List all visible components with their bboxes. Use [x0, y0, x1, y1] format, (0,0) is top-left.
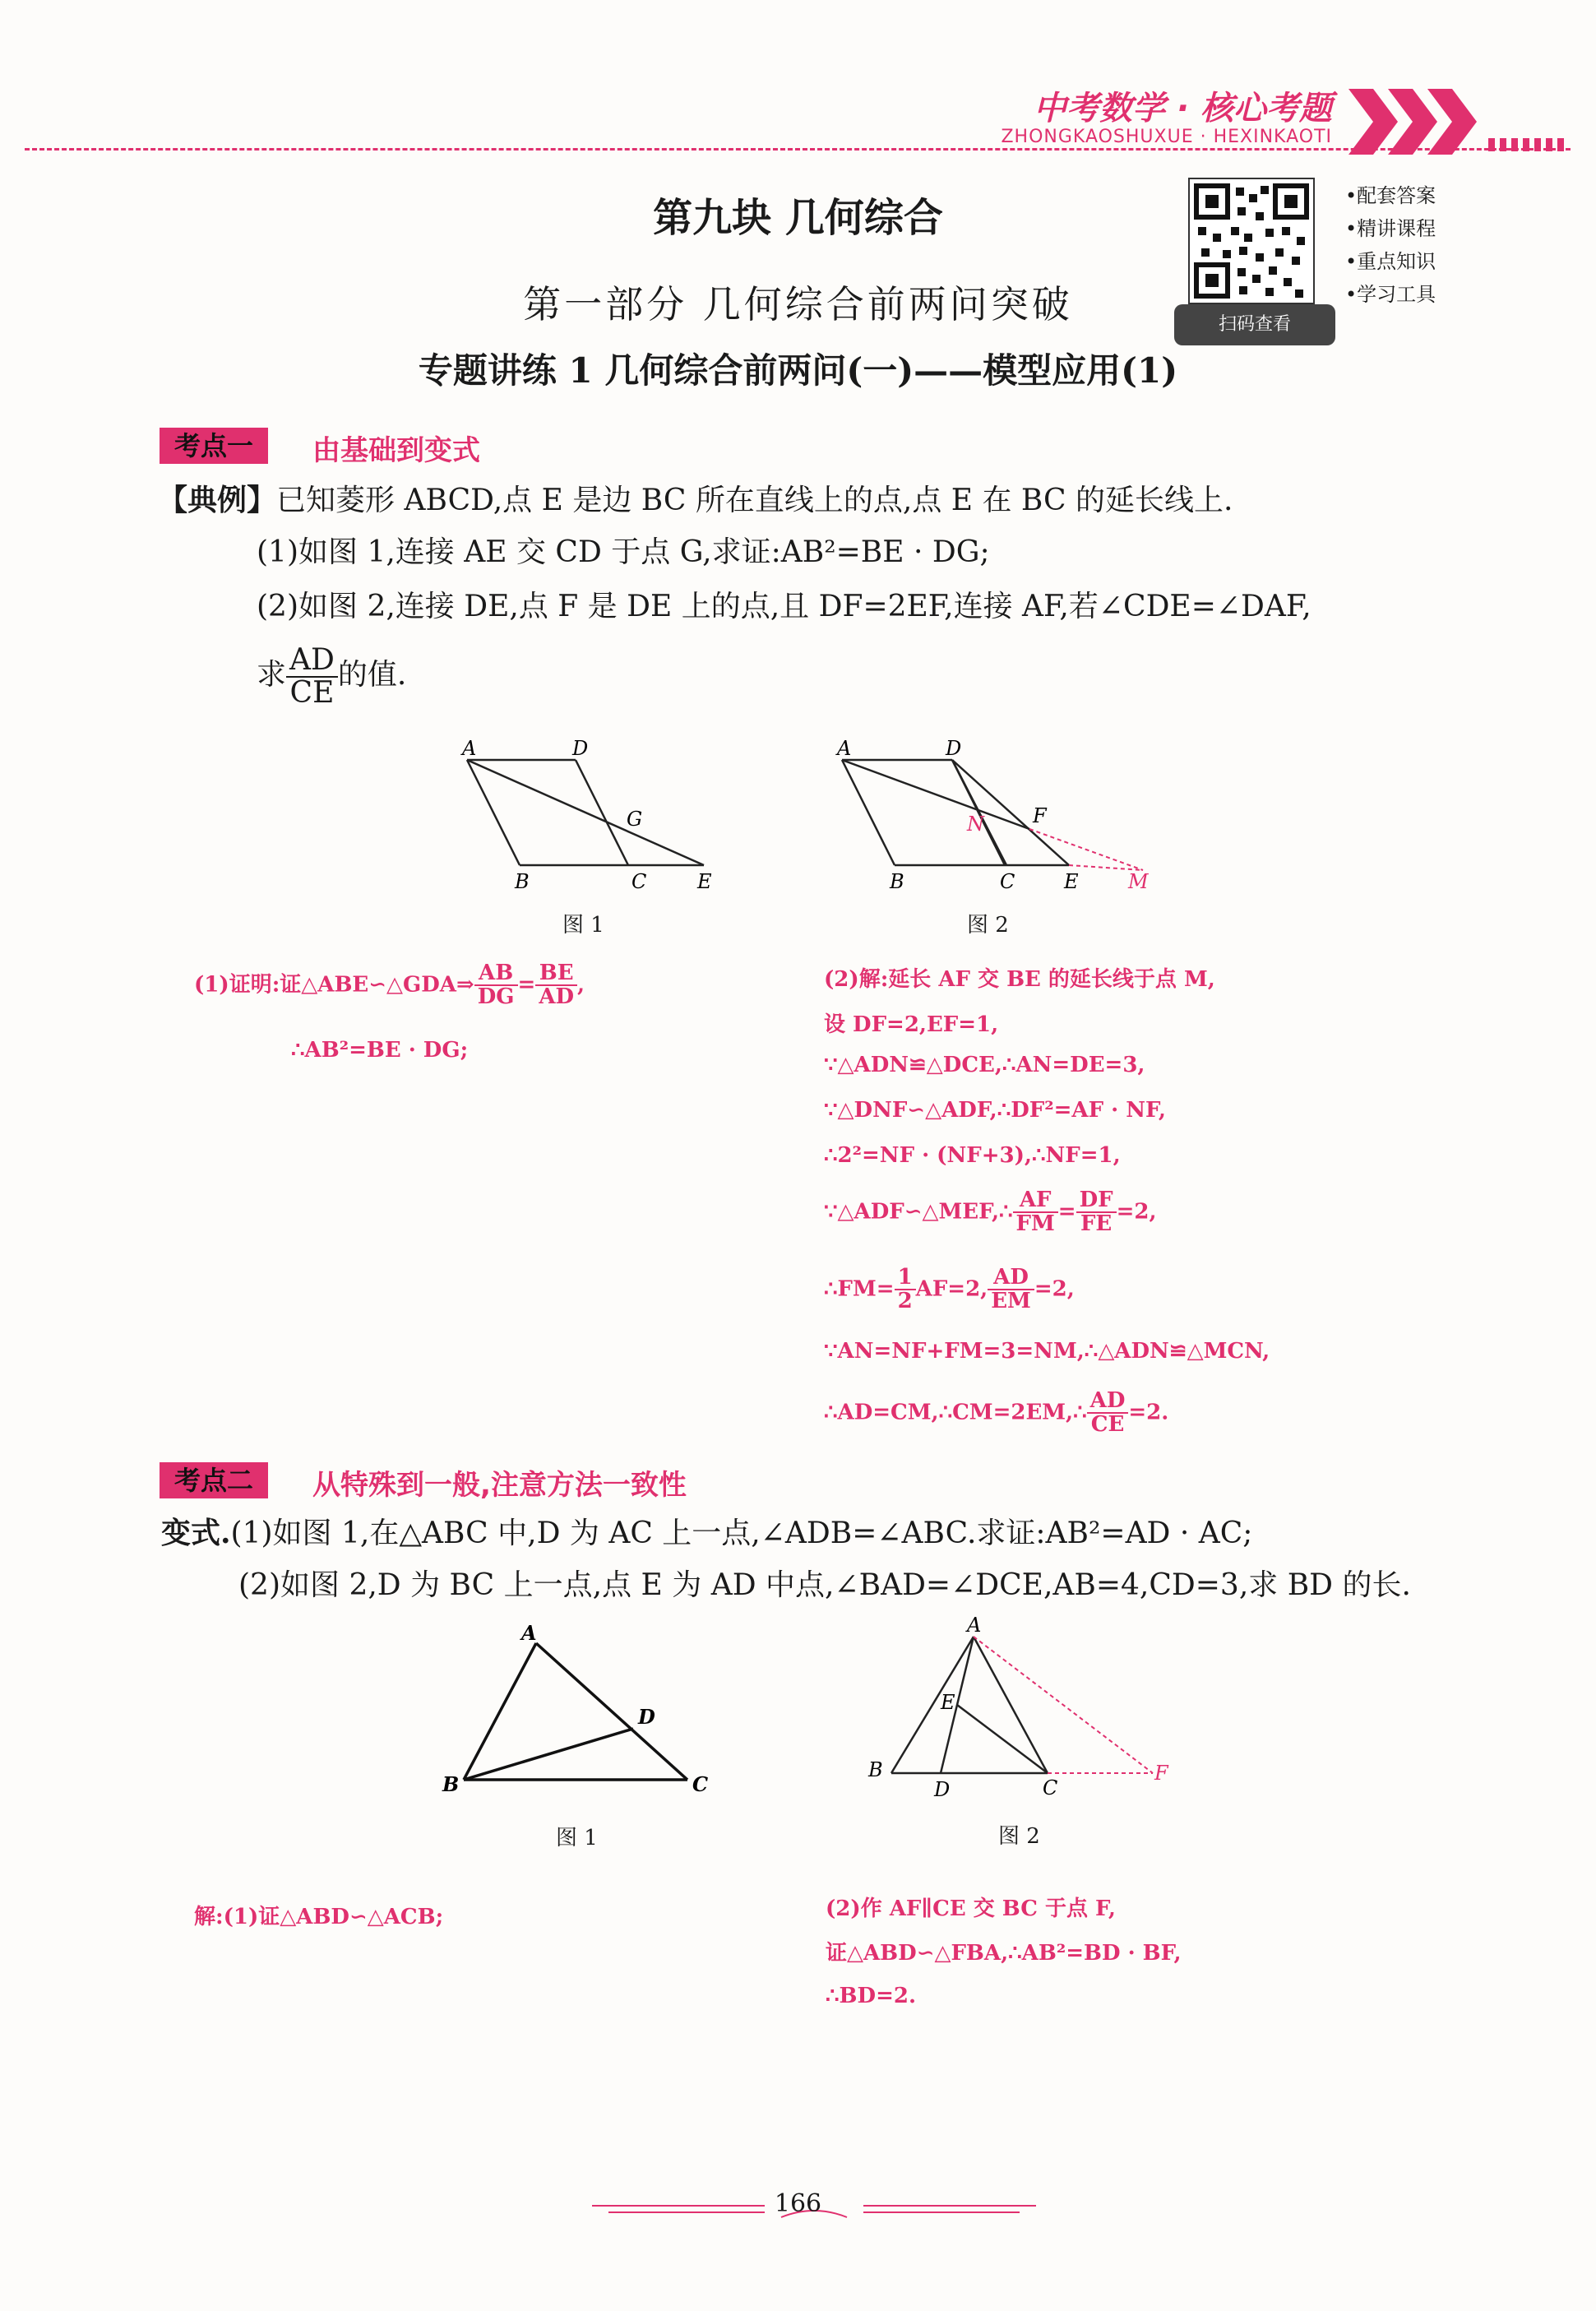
- label-B: B: [868, 1758, 883, 1781]
- variant-answer-2-line: 证△ABD∽△FBA,∴AB²=BD · BF,: [826, 1941, 1182, 1966]
- answer-1-line-1: [194, 962, 585, 1009]
- section-title: 从特殊到一般,注意方法一致性: [312, 1469, 687, 1502]
- qr-item[interactable]: •配套答案: [1345, 184, 1436, 207]
- q2-prefix: 求: [257, 657, 287, 692]
- part-title: 第一部分 几何综合前两问突破: [523, 282, 1073, 327]
- variant-q1: [161, 1515, 1252, 1552]
- label-E: E: [1064, 870, 1079, 893]
- label-C: C: [631, 870, 647, 893]
- ans-text: =: [517, 972, 536, 998]
- label-A: A: [462, 737, 477, 760]
- label-A: A: [837, 737, 852, 760]
- example-figure-2: [822, 732, 1168, 896]
- ans-text: ,: [577, 972, 585, 998]
- ans-num: BE: [535, 962, 577, 986]
- ans-text: =2,: [1116, 1199, 1157, 1225]
- ans-text: ∴FM=: [824, 1276, 895, 1302]
- ans-num: 1: [895, 1267, 916, 1290]
- label-B: B: [515, 870, 530, 893]
- ans-text: =2.: [1128, 1400, 1169, 1425]
- ans-fraction: [1076, 1189, 1117, 1236]
- variant-q2: (2)如图 2,D 为 BC 上一点,点 E 为 AD 中点,∠BAD=∠DCE,AB=4,CD=3,求 BD 的长.: [238, 1568, 1411, 1602]
- label-C: C: [1000, 870, 1015, 893]
- example-label: 【典例】: [158, 483, 277, 517]
- brand-subtitle: ZHONGKAOSHUXUE · HEXINKAOTI: [1001, 127, 1332, 147]
- qr-item[interactable]: •重点知识: [1345, 250, 1436, 273]
- answer-2-line-6: [824, 1189, 1157, 1236]
- variant-q1-text: (1)如图 1,在△ABC 中,D 为 AC 上一点,∠ADB=∠ABC.求证:AB²=AD · AC;: [230, 1517, 1253, 1550]
- answer-2-line: ∵△ADN≌△DCE,∴AN=DE=3,: [824, 1053, 1145, 1077]
- ans-num: AB: [474, 962, 518, 986]
- label-G: G: [627, 808, 643, 831]
- page-number: 166: [774, 2189, 822, 2218]
- ans-fraction: [474, 962, 518, 1009]
- ans-fraction: [1013, 1189, 1058, 1236]
- q2-fraction: [286, 645, 338, 709]
- label-D: D: [946, 737, 962, 760]
- figure-caption: 图 2: [998, 1824, 1040, 1849]
- label-C: C: [692, 1772, 709, 1796]
- variant-answer-1: 解:(1)证△ABD∽△ACB;: [194, 1905, 444, 1929]
- ans-num: AD: [988, 1267, 1034, 1290]
- label-B: B: [890, 870, 904, 893]
- ans-num: AF: [1013, 1189, 1058, 1213]
- block-title: 第九块 几何综合: [653, 195, 943, 241]
- answer-2-line-8: ∵AN=NF+FM=3=NM,∴△ADN≌△MCN,: [824, 1339, 1270, 1364]
- q2-suffix: 的值.: [337, 657, 407, 692]
- answer-2-line-9: [824, 1390, 1168, 1437]
- topic-title: 专题讲练 1 几何综合前两问(一)——模型应用(1): [418, 350, 1178, 391]
- header-divider: [25, 148, 1571, 151]
- ans-den: 2: [897, 1289, 913, 1314]
- answer-2-line: 设 DF=2,EF=1,: [824, 1012, 999, 1037]
- variant-label: 变式.: [161, 1516, 231, 1550]
- label-D: D: [934, 1778, 951, 1801]
- ans-num: AD: [1087, 1390, 1129, 1414]
- example-q2-cont: [257, 645, 406, 709]
- example-q2: (2)如图 2,连接 DE,点 F 是 DE 上的点,且 DF=2EF,连接 AF,若∠CDE=∠DAF,: [257, 590, 1311, 623]
- ans-den: EM: [991, 1289, 1031, 1314]
- example-q1: (1)如图 1,连接 AE 交 CD 于点 G,求证:AB²=BE · DG;: [257, 535, 990, 569]
- answer-2-line: ∵△DNF∽△ADF,∴DF²=AF · NF,: [824, 1098, 1166, 1123]
- example-figure-1: [444, 732, 724, 896]
- answer-2-line: ∴2²=NF · (NF+3),∴NF=1,: [824, 1143, 1121, 1168]
- brand-title: 中考数学 · 核心考题: [1033, 90, 1332, 127]
- label-F: F: [1033, 804, 1047, 827]
- answer-1-line-2: ∴AB²=BE · DG;: [291, 1038, 469, 1063]
- figure-caption: 图 1: [556, 1826, 598, 1850]
- ans-den: CE: [1090, 1412, 1125, 1438]
- example-stem-text: 已知菱形 ABCD,点 E 是边 BC 所在直线上的点,点 E 在 BC 的延长线上.: [276, 484, 1233, 517]
- q2-denominator: CE: [289, 675, 335, 710]
- ans-text: =2,: [1034, 1276, 1075, 1302]
- ans-fraction: [1087, 1390, 1129, 1437]
- ans-text: =: [1057, 1199, 1076, 1225]
- figure-caption: 图 1: [562, 913, 604, 938]
- variant-figure-2: [855, 1612, 1184, 1801]
- section-tag: 考点一: [160, 428, 268, 464]
- ans-den: AD: [539, 984, 575, 1010]
- variant-answer-2-line: (2)作 AF∥CE 交 BC 于点 F,: [826, 1897, 1116, 1921]
- q2-numerator: AD: [286, 645, 338, 678]
- qr-item[interactable]: •学习工具: [1345, 283, 1436, 306]
- label-D: D: [572, 737, 589, 760]
- section-title: 由基础到变式: [312, 434, 480, 467]
- label-A: A: [521, 1621, 537, 1645]
- variant-answer-2-line: ∴BD=2.: [826, 1984, 916, 2008]
- example-stem: [158, 482, 1233, 519]
- ans-text: ∵△ADF∽△MEF,∴: [824, 1199, 1013, 1225]
- section-tag: 考点二: [160, 1462, 268, 1498]
- label-E: E: [697, 870, 712, 893]
- label-C: C: [1043, 1776, 1058, 1799]
- ans-den: DG: [477, 984, 515, 1010]
- ans-text: ∴AD=CM,∴CM=2EM,∴: [824, 1400, 1087, 1425]
- label-D: D: [638, 1705, 655, 1729]
- ans-text: AF=2,: [915, 1276, 988, 1302]
- ans-fraction: [535, 962, 577, 1009]
- ans-text: (1)证明:证△ABE∽△GDA⇒: [194, 972, 474, 998]
- header-brand: [987, 82, 1332, 153]
- answer-2-line-7: [824, 1267, 1075, 1313]
- label-N: N: [967, 813, 984, 836]
- label-A: A: [967, 1614, 982, 1637]
- label-M: M: [1128, 870, 1149, 893]
- ans-den: FM: [1015, 1211, 1055, 1237]
- ans-num: DF: [1076, 1189, 1117, 1213]
- label-F: F: [1154, 1762, 1168, 1785]
- variant-figure-1: [428, 1619, 732, 1799]
- answer-2-line: (2)解:延长 AF 交 BE 的延长线于点 M,: [824, 967, 1215, 992]
- qr-item[interactable]: •精讲课程: [1345, 217, 1436, 240]
- figure-caption: 图 2: [967, 913, 1009, 938]
- ans-fraction: [895, 1267, 916, 1313]
- chevron-decoration-icon: [1349, 89, 1571, 155]
- ans-fraction: [988, 1267, 1034, 1313]
- label-E: E: [941, 1691, 955, 1714]
- scan-button[interactable]: 扫码查看: [1174, 304, 1335, 345]
- label-B: B: [442, 1772, 460, 1796]
- ans-den: FE: [1080, 1211, 1113, 1237]
